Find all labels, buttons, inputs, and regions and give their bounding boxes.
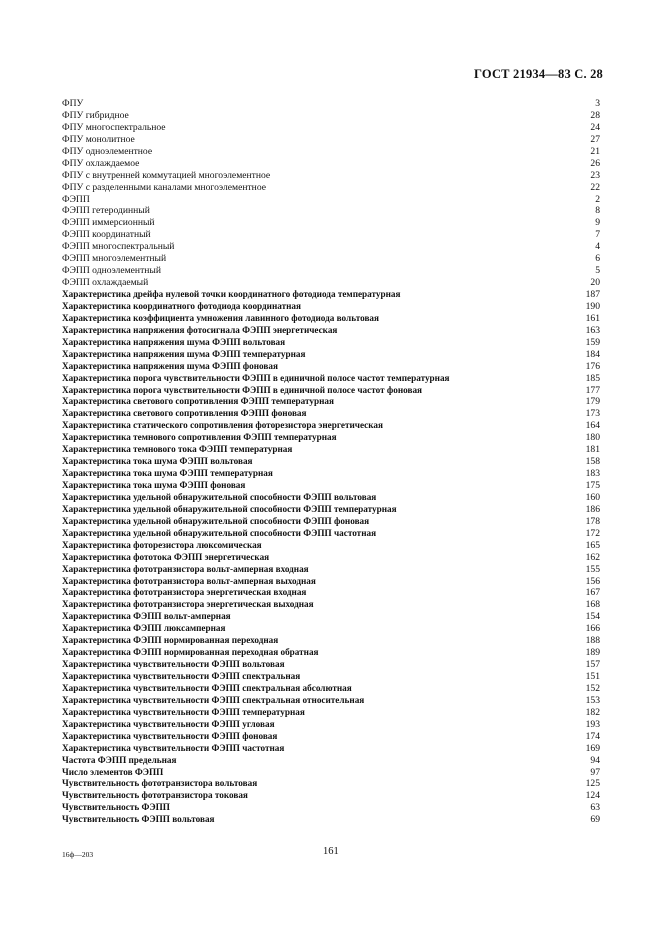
index-entry-page: 193 (585, 718, 600, 730)
index-entry (62, 420, 600, 432)
index-entry-term: Характеристика ФЭПП вольт-амперная (62, 611, 231, 622)
index-entry-term: Характеристика темнового тока ФЭПП температурная (62, 444, 293, 455)
index-entry-term: Характеристика чувствительности ФЭПП температурная (62, 706, 305, 717)
term-index-list (62, 98, 600, 826)
index-entry (62, 743, 600, 755)
index-entry (62, 576, 600, 588)
index-entry (62, 289, 600, 301)
index-entry (62, 194, 600, 206)
index-entry-term: Характеристика фототранзистора энергетическая входная (62, 587, 307, 598)
index-entry-term: Частота ФЭПП предельная (62, 754, 177, 765)
index-entry-page: 175 (585, 480, 600, 491)
index-entry-term: Характеристика удельной обнаружительной способности ФЭПП вольтовая (62, 491, 377, 502)
index-entry (62, 707, 600, 719)
index-entry-term: Характеристика удельной обнаружительной способности ФЭПП частотная (62, 527, 377, 538)
index-entry (62, 182, 600, 194)
index-entry (62, 408, 600, 420)
index-entry-page: 21 (590, 145, 600, 157)
index-entry-page: 188 (585, 635, 600, 647)
index-entry-term: Характеристика ФЭПП нормированная переходная обратная (62, 647, 319, 658)
index-entry-page: 161 (585, 312, 600, 324)
index-entry (62, 385, 600, 397)
index-entry-term: Характеристика фототранзистора вольт-амперная выходная (62, 575, 316, 586)
index-entry-page: 24 (590, 121, 600, 133)
index-entry (62, 122, 600, 134)
index-entry (62, 516, 600, 528)
index-entry (62, 146, 600, 158)
index-entry-page: 179 (585, 396, 600, 408)
index-entry-page: 160 (585, 491, 600, 503)
index-entry-page: 187 (585, 289, 600, 300)
index-entry-page: 3 (595, 98, 600, 109)
index-entry-page: 182 (585, 706, 600, 718)
index-entry (62, 683, 600, 695)
index-entry-term: ФЭПП гетеродинный (62, 205, 150, 217)
index-entry (62, 504, 600, 516)
index-entry-page: 176 (585, 360, 600, 372)
index-entry-term: ФПУ гибридное (62, 109, 129, 121)
index-entry (62, 313, 600, 325)
index-entry (62, 528, 600, 540)
index-entry-page: 152 (585, 682, 600, 694)
footer-print-mark: 16ф—203 (62, 850, 94, 859)
index-entry-term: ФПУ многоспектральное (62, 121, 166, 133)
index-entry-page: 124 (585, 790, 600, 802)
index-entry-page: 180 (585, 432, 600, 444)
index-entry-term: ФЭПП координатный (62, 229, 151, 241)
index-entry-term: Характеристика чувствительности ФЭПП спектральная абсолютная (62, 682, 352, 693)
index-entry-term: Характеристика светового сопротивления ФЭПП фоновая (62, 408, 307, 419)
index-entry (62, 432, 600, 444)
index-entry-page: 5 (595, 265, 600, 277)
index-entry-term: Характеристика светового сопротивления ФЭПП температурная (62, 396, 334, 407)
index-entry (62, 444, 600, 456)
index-entry-term: Характеристика порога чувствительности ФЭПП в единичной полосе частот фоновая (62, 384, 423, 395)
index-entry (62, 170, 600, 182)
index-entry (62, 301, 600, 313)
index-entry (62, 158, 600, 170)
index-entry (62, 456, 600, 468)
index-entry-term: ФПУ (62, 98, 84, 109)
index-entry-page: 189 (585, 647, 600, 659)
index-entry-page: 156 (585, 575, 600, 587)
index-entry-page: 94 (590, 754, 600, 766)
index-entry-term: Чувствительность фототранзистора токовая (62, 790, 248, 801)
index-entry (62, 635, 600, 647)
index-entry-term: Характеристика чувствительности ФЭПП угловая (62, 718, 275, 729)
index-entry-page: 125 (585, 778, 600, 790)
index-entry-page: 7 (595, 229, 600, 241)
index-entry-term: ФЭПП одноэлементный (62, 265, 161, 277)
index-entry (62, 110, 600, 122)
index-entry-term: Характеристика координатного фотодиода координатная (62, 300, 301, 311)
index-entry (62, 671, 600, 683)
index-entry-page: 181 (585, 444, 600, 456)
index-entry-term: Характеристика напряжения фотосигнала ФЭПП энергетическая (62, 324, 338, 335)
index-entry-page: 151 (585, 671, 600, 682)
index-entry (62, 611, 600, 623)
index-entry-page: 159 (585, 336, 600, 348)
index-entry-page: 27 (590, 133, 600, 145)
index-entry (62, 349, 600, 361)
index-entry-term: Характеристика ФЭПП люксамперная (62, 623, 226, 634)
index-entry-term: ФПУ охлаждаемое (62, 157, 140, 169)
footer-page-number: 161 (323, 846, 339, 857)
index-entry-page: 6 (595, 253, 600, 265)
index-entry-term: Характеристика дрейфа нулевой точки координатного фотодиода температурная (62, 289, 401, 299)
index-entry-term: ФЭПП охлаждаемый (62, 277, 149, 289)
index-entry-term: Чувствительность фототранзистора вольтовая (62, 778, 258, 789)
index-entry-term: Характеристика фоторезистора люксомическая (62, 539, 262, 550)
index-entry-term: Характеристика фототранзистора вольт-амперная входная (62, 563, 309, 574)
index-entry (62, 564, 600, 576)
index-entry-page: 97 (590, 766, 600, 778)
index-entry-term: ФПУ с внутренней коммутацией многоэлементное (62, 169, 271, 181)
index-entry-page: 9 (595, 217, 600, 229)
index-entry-term: ФЭПП (62, 193, 90, 205)
index-entry-page: 162 (585, 551, 600, 563)
index-entry (62, 361, 600, 373)
index-entry-page: 178 (585, 515, 600, 527)
index-entry-term: ФЭПП многоспектральный (62, 241, 175, 253)
index-entry-page: 69 (590, 814, 600, 826)
index-entry-page: 163 (585, 324, 600, 336)
index-entry-page: 8 (595, 205, 600, 217)
index-entry-term: Характеристика статического сопротивления фоторезистора энергетическая (62, 420, 383, 431)
index-entry-term: Характеристика чувствительности ФЭПП спектральная относительная (62, 694, 365, 705)
index-entry-term: Характеристика чувствительности ФЭПП фоновая (62, 730, 278, 741)
index-entry-page: 184 (585, 348, 600, 360)
index-entry-term: Характеристика удельной обнаружительной способности ФЭПП фоновая (62, 515, 370, 526)
index-entry-term: Характеристика порога чувствительности ФЭПП в единичной полосе частот температурная (62, 372, 450, 383)
index-entry-term: Характеристика фототока ФЭПП энергетическая (62, 551, 270, 562)
index-entry (62, 659, 600, 671)
index-entry-page: 172 (585, 527, 600, 539)
index-entry-term: Число элементов ФЭПП (62, 766, 164, 777)
index-entry-term: Характеристика тока шума ФЭПП вольтовая (62, 456, 253, 467)
index-entry (62, 217, 600, 229)
index-entry-term: Характеристика напряжения шума ФЭПП фоновая (62, 360, 278, 371)
index-entry-page: 169 (585, 742, 600, 754)
index-entry (62, 695, 600, 707)
index-entry-page: 153 (585, 694, 600, 706)
index-entry-page: 164 (585, 420, 600, 432)
index-entry (62, 587, 600, 599)
index-entry-page: 168 (585, 599, 600, 611)
index-entry-term: Характеристика тока шума ФЭПП температурная (62, 468, 273, 479)
index-entry-page: 186 (585, 503, 600, 515)
index-entry-term: ФПУ с разделенными каналами многоэлементное (62, 181, 266, 193)
index-entry (62, 755, 600, 767)
index-entry-term: ФЭПП многоэлементный (62, 253, 167, 265)
index-entry-term: Характеристика напряжения шума ФЭПП вольтовая (62, 336, 286, 347)
index-entry-term: ФЭПП иммерсионный (62, 217, 155, 229)
index-entry (62, 277, 600, 289)
index-entry (62, 325, 600, 337)
index-entry-page: 167 (585, 587, 600, 599)
index-entry (62, 719, 600, 731)
index-entry-page: 157 (585, 659, 600, 671)
index-entry (62, 480, 600, 492)
index-entry (62, 265, 600, 277)
index-entry-term: Характеристика ФЭПП нормированная переходная (62, 635, 279, 646)
index-entry-page: 166 (585, 623, 600, 635)
index-entry-term: Характеристика чувствительности ФЭПП спектральная (62, 671, 301, 681)
index-entry (62, 337, 600, 349)
index-entry (62, 790, 600, 802)
index-entry-page: 174 (585, 730, 600, 742)
index-entry-term: Характеристика коэффициента умножения лавинного фотодиода вольтовая (62, 312, 379, 323)
index-entry (62, 492, 600, 504)
index-entry (62, 205, 600, 217)
index-entry-page: 185 (585, 372, 600, 384)
index-entry (62, 767, 600, 779)
index-entry-term: Характеристика чувствительности ФЭПП вольтовая (62, 659, 285, 670)
index-entry-page: 22 (590, 181, 600, 193)
index-entry (62, 468, 600, 480)
index-entry-page: 158 (585, 456, 600, 468)
index-entry (62, 599, 600, 611)
index-entry-page: 63 (590, 802, 600, 814)
index-entry-page: 173 (585, 408, 600, 420)
index-entry (62, 778, 600, 790)
index-entry (62, 647, 600, 659)
index-entry (62, 98, 600, 110)
index-entry (62, 731, 600, 743)
index-entry-page: 28 (590, 109, 600, 121)
index-entry (62, 396, 600, 408)
page-header: ГОСТ 21934—83 С. 28 (474, 67, 603, 81)
index-entry-page: 23 (590, 169, 600, 181)
index-entry-page: 20 (590, 277, 600, 289)
index-entry-page: 155 (585, 563, 600, 575)
index-entry (62, 623, 600, 635)
index-entry-term: Характеристика темнового сопротивления ФЭПП температурная (62, 432, 337, 443)
index-entry-term: Характеристика фототранзистора энергетическая выходная (62, 599, 314, 610)
index-entry-term: ФПУ одноэлементное (62, 145, 153, 157)
index-entry (62, 229, 600, 241)
index-entry (62, 540, 600, 552)
index-entry (62, 134, 600, 146)
index-entry-page: 154 (585, 611, 600, 623)
index-entry-term: Характеристика напряжения шума ФЭПП температурная (62, 348, 306, 359)
index-entry-term: Чувствительность ФЭПП (62, 802, 170, 813)
index-entry-page: 165 (585, 539, 600, 551)
index-entry-page: 177 (585, 384, 600, 396)
index-entry (62, 373, 600, 385)
index-entry-page: 2 (595, 193, 600, 205)
index-entry-page: 183 (585, 468, 600, 480)
index-entry-term: Характеристика тока шума ФЭПП фоновая (62, 480, 246, 490)
index-entry-term: Чувствительность ФЭПП вольтовая (62, 814, 215, 825)
index-entry (62, 802, 600, 814)
index-entry-term: Характеристика чувствительности ФЭПП частотная (62, 742, 285, 753)
index-entry-term: ФПУ монолитное (62, 133, 135, 145)
index-entry-page: 4 (595, 241, 600, 253)
index-entry-term: Характеристика удельной обнаружительной способности ФЭПП температурная (62, 503, 397, 514)
index-entry-page: 26 (590, 157, 600, 169)
index-entry (62, 241, 600, 253)
index-entry-page: 190 (585, 300, 600, 312)
index-entry (62, 552, 600, 564)
index-entry (62, 253, 600, 265)
index-entry (62, 814, 600, 826)
